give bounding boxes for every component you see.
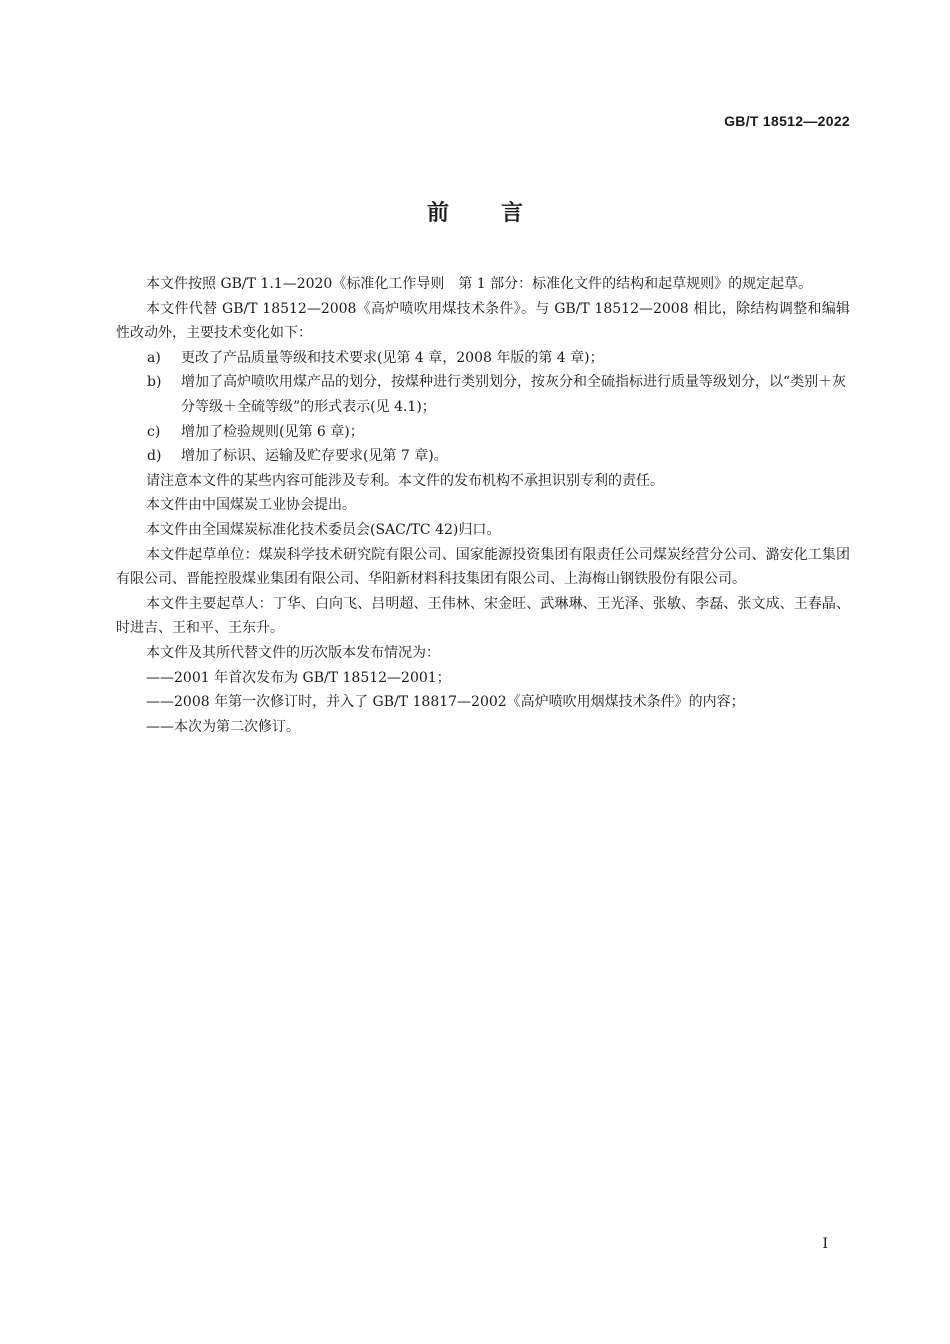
paragraph-technical-committee: 本文件由全国煤炭标准化技术委员会(SAC/TC 42)归口。 — [146, 521, 501, 538]
change-item-marker: b) — [147, 374, 162, 391]
paragraph-drafting-rules: 本文件按照 GB/T 1.1—2020《标准化工作导则 第 1 部分：标准化文件的结构和起草规则》的规定起草。 — [146, 276, 813, 292]
preface-body — [116, 272, 850, 739]
paragraph-proposer: 本文件由中国煤炭工业协会提出。 — [146, 497, 356, 514]
change-item-text: 增加了标识、运输及贮存要求(见第 7 章)。 — [181, 448, 448, 465]
paragraph-history-intro: 本文件及其所代替文件的历次版本发布情况为： — [146, 644, 440, 661]
change-item-text: 增加了检验规则(见第 6 章)； — [181, 423, 364, 440]
change-item — [116, 444, 850, 469]
change-item-text: 更改了产品质量等级和技术要求(见第 4 章，2008 年版的第 4 章)； — [181, 349, 604, 366]
paragraph-replacement: 本文件代替 GB/T 18512—2008《高炉喷吹用煤技术条件》。与 GB/T 18512—2008 相比，除结构调整和编辑性改动外，主要技术变化如下： — [116, 300, 850, 342]
history-item: ——2008 年第一次修订时，并入了 GB/T 18817—2002《高炉喷吹用烟煤技术条件》的内容； — [146, 694, 745, 711]
change-item — [116, 346, 850, 371]
change-item — [116, 370, 850, 419]
paragraph-patent-notice: 请注意本文件的某些内容可能涉及专利。本文件的发布机构不承担识别专利的责任。 — [146, 472, 664, 489]
paragraph-drafting-units: 本文件起草单位：煤炭科学技术研究院有限公司、国家能源投资集团有限责任公司煤炭经营分公司、潞安化工集团有限公司、晋能控股煤业集团有限公司、华阳新材料科技集团有限公司、上海梅山钢铁股份有限公司。 — [116, 546, 850, 588]
paragraph-drafters: 本文件主要起草人：丁华、白向飞、吕明超、王伟林、宋金旺、武琳琳、王光泽、张敏、李磊、张文成、王春晶、时进吉、王和平、王东升。 — [116, 595, 850, 637]
page-number: I — [822, 1236, 828, 1252]
history-item: ——本次为第二次修订。 — [146, 718, 300, 735]
change-item-marker: c) — [147, 423, 161, 440]
history-item: ——2001 年首次发布为 GB/T 18512—2001； — [146, 669, 451, 686]
change-item-marker: d) — [147, 448, 162, 465]
page-title: 前言 — [426, 201, 575, 226]
change-item — [116, 420, 850, 445]
standard-number: GB/T 18512—2022 — [724, 113, 850, 129]
change-item-marker: a) — [147, 349, 161, 366]
change-item-text: 增加了高炉喷吹用煤产品的划分，按煤种进行类别划分，按灰分和全硫指标进行质量等级划分，以“类别＋灰分等级＋全硫等级”的形式表示(见 4.1)； — [181, 374, 847, 415]
